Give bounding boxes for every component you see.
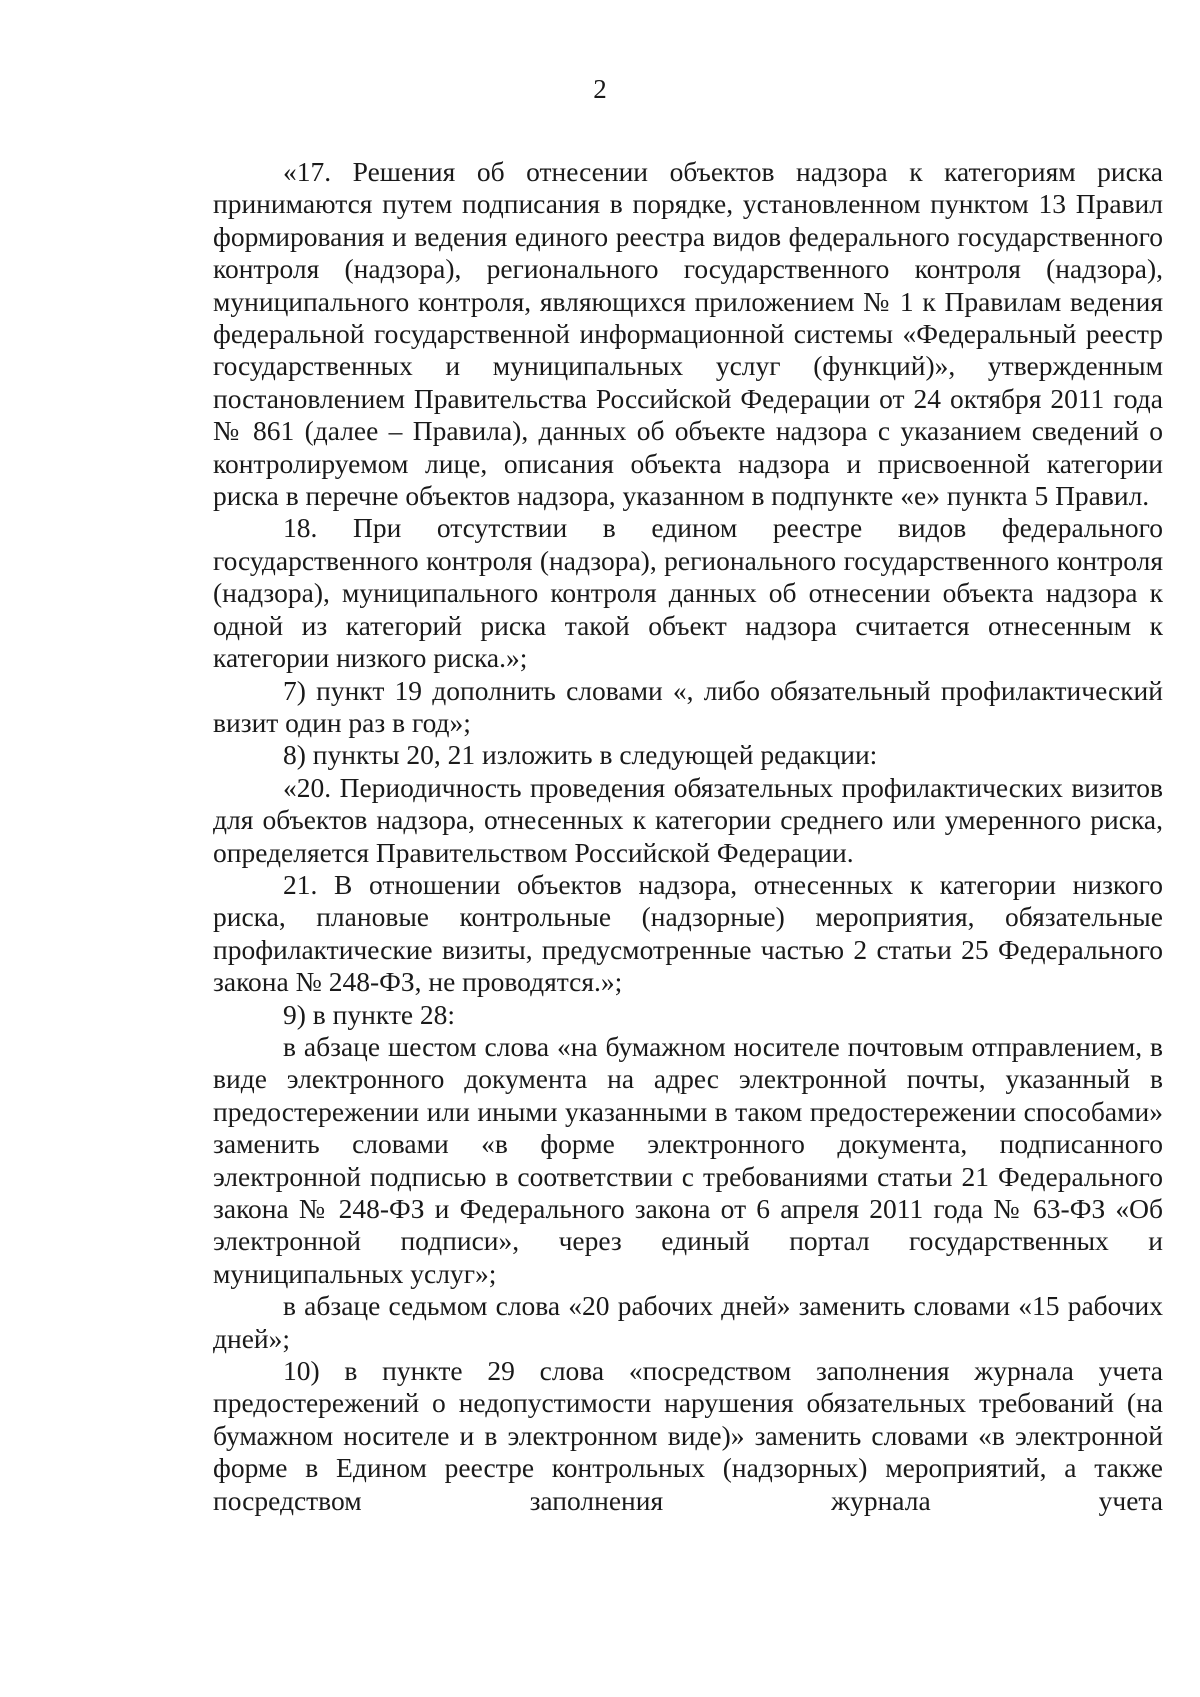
- paragraph-item-17: «17. Решения об отнесении объектов надзора к категориям риска принимаются путем подписания в порядке, установленном пунктом 13 Правил формирования и ведения единого реестра видов федерального государственного контроля (надзора), регионального государственного контроля (надзора), муниципального контроля, являющихся приложением № 1 к Правилам ведения федеральной государственной информационной системы «Федеральный реестр государственных и муниципальных услуг (функций)», утвержденным постановлением Правительства Российской Федерации от 24 октября 2011 года № 861 (далее – Правила), данных об объекте надзора с указанием сведений о контролируемом лице, описания объекта надзора и присвоенной категории риска в перечне объектов надзора, указанном в подпункте «е» пункта 5 Правил.: [213, 156, 1163, 512]
- page-number: 2: [593, 74, 607, 104]
- paragraph-item-20: «20. Периодичность проведения обязательных профилактических визитов для объектов надзора, отнесенных к категории среднего или умеренного риска, определяется Правительством Российской Федерации.: [213, 771, 1163, 868]
- paragraph-item-18: 18. При отсутствии в едином реестре видов федерального государственного контроля (надзора), регионального государственного контроля (надзора), муниципального контроля данных об отнесении объекта надзора к одной из категорий риска такой объект надзора считается отнесенным к категории низкого риска.»;: [213, 512, 1163, 674]
- document-body: [213, 156, 1163, 1517]
- paragraph-amendment-9: 9) в пункте 28:: [283, 998, 456, 1030]
- paragraph-abzac-6: в абзаце шестом слова «на бумажном носителе почтовым отправлением, в виде электронного документа на адрес электронной почты, указанный в предостережении или иными указанными в таком предостережении способами» заменить словами «в форме электронного документа, подписанного электронной подписью в соответствии с требованиями статьи 21 Федерального закона № 248-ФЗ и Федерального закона от 6 апреля 2011 года № 63-ФЗ «Об электронной подписи», через единый портал государственных и муниципальных услуг»;: [213, 1030, 1163, 1289]
- paragraph-amendment-10: 10) в пункте 29 слова «посредством заполнения журнала учета предостережений о недопустимости нарушения обязательных требований (на бумажном носителе и в электронном виде)» заменить словами «в электронной форме в Едином реестре контрольных (надзорных) мероприятий, а также посредством заполнения журнала учета: [213, 1355, 1163, 1516]
- paragraph-abzac-7: в абзаце седьмом слова «20 рабочих дней» заменить словами «15 рабочих дней»;: [213, 1290, 1163, 1354]
- paragraph-amendment-7: 7) пункт 19 дополнить словами «, либо обязательный профилактический визит один раз в год»;: [213, 674, 1163, 738]
- paragraph-item-21: 21. В отношении объектов надзора, отнесенных к категории низкого риска, плановые контрольные (надзорные) мероприятия, обязательные профилактические визиты, предусмотренные частью 2 статьи 25 Федерального закона № 248-ФЗ, не проводятся.»;: [213, 868, 1163, 998]
- paragraph-amendment-8: 8) пункты 20, 21 изложить в следующей редакции:: [283, 739, 878, 771]
